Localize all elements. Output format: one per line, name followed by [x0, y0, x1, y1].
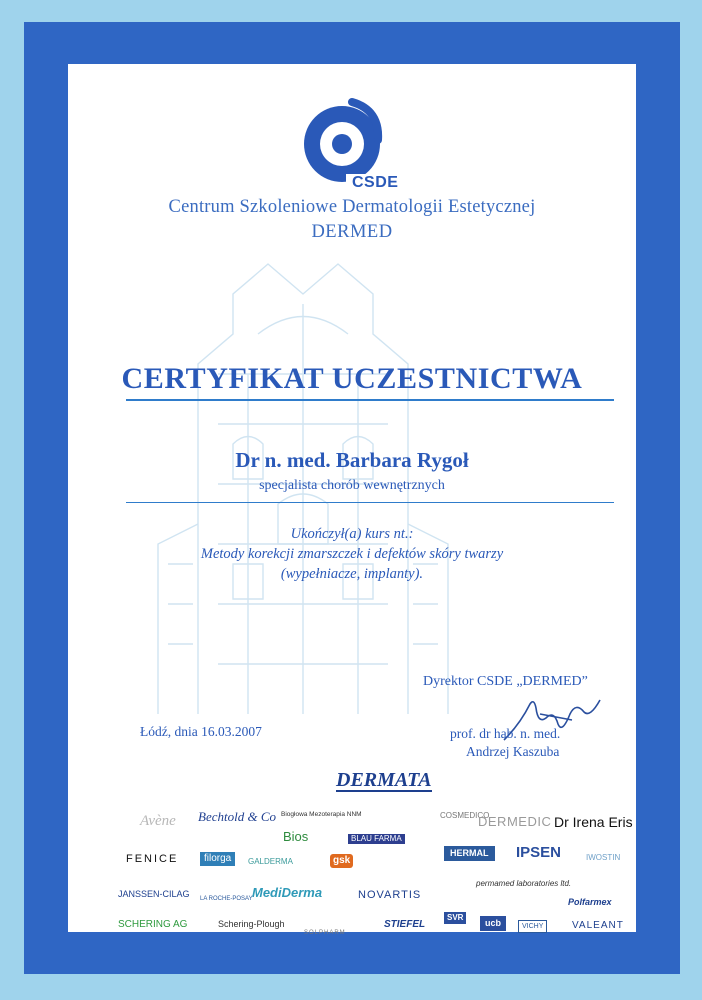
place-and-date: Łódź, dnia 16.03.2007 — [140, 724, 262, 739]
sponsor-irena-eris: Dr Irena Eris — [554, 814, 633, 830]
signer-name: Andrzej Kaszuba — [466, 744, 560, 759]
csde-logo — [290, 100, 410, 200]
sponsor-stiefel: STIEFEL — [384, 919, 426, 930]
certificate-paper — [68, 64, 636, 936]
director-label: Dyrektor CSDE „DERMED” — [423, 674, 588, 689]
sponsor-janssen-cilag: JANSSEN-CILAG — [118, 889, 190, 899]
course-title: Metody korekcji zmarszczek i defektów skóry twarzy — [200, 546, 504, 562]
sponsor-cosmedico: COSMEDICO — [440, 811, 490, 820]
certificate-title: CERTYFIKAT UCZESTNICTWA — [121, 362, 583, 395]
sponsor-solpharm: SOLPHARM — [304, 930, 346, 936]
signer-title: prof. dr hab. n. med. — [450, 726, 561, 741]
sponsor-fenice: FENICE — [126, 853, 179, 865]
sponsor-vichy: VICHY — [518, 920, 547, 933]
course-subtitle: (wypełniacze, implanty). — [280, 566, 424, 582]
sponsor-bechtold: Bechtold & Co — [198, 809, 276, 824]
sponsor-avene: Avène — [140, 813, 176, 829]
sponsor-novartis: NOVARTIS — [358, 889, 422, 901]
sponsor-blau-farma: BLAU FARMA — [348, 834, 405, 844]
sponsor-ipsen: IPSEN — [516, 844, 562, 861]
sponsor-la-roche-posay: LA ROCHE-POSAY — [200, 896, 253, 902]
sponsor-schering-ag: SCHERING AG — [118, 919, 188, 930]
sponsor-bios: Bios — [283, 829, 309, 844]
sponsor-svr: SVR — [444, 912, 466, 924]
csde-logo-text: CSDE — [352, 174, 399, 191]
recipient-specialty: specjalista chorób wewnętrznych — [259, 478, 445, 493]
sponsor-permamed: permamed laboratories ltd. — [476, 879, 572, 888]
sponsor-gsk: gsk — [330, 854, 353, 868]
sponsor-dermedic: DERMEDIC — [478, 814, 552, 829]
sponsor-valeant: VALEANT — [572, 920, 624, 931]
title-divider — [126, 399, 614, 401]
sponsor-schering-plough: Schering-Plough — [218, 919, 285, 929]
sponsor-bioglowa: Biogłowa Mezoterapia NNM — [281, 811, 362, 818]
sponsor-hermal: HERMAL — [444, 846, 495, 861]
sponsor-galderma: GALDERMA — [248, 857, 293, 866]
recipient-name: Dr n. med. Barbara Rygoł — [235, 448, 469, 472]
organization-short-name: DERMED — [311, 222, 393, 242]
organization-name: Centrum Szkoleniowe Dermatologii Estetycznej — [168, 197, 536, 217]
sponsor-filorga: filorga — [200, 852, 235, 866]
recipient-divider — [126, 502, 614, 503]
sponsor-polfarmex: Polfarmex — [568, 897, 612, 907]
completed-label: Ukończył(a) kurs nt.: — [290, 526, 414, 542]
certificate-frame — [24, 22, 680, 974]
sponsor-dermata: DERMATA — [336, 769, 432, 791]
sponsor-ucb: ucb — [480, 916, 506, 931]
sponsor-iwostin: IWOSTIN — [586, 853, 621, 862]
sponsor-mediderma: MediDerma — [252, 885, 323, 900]
